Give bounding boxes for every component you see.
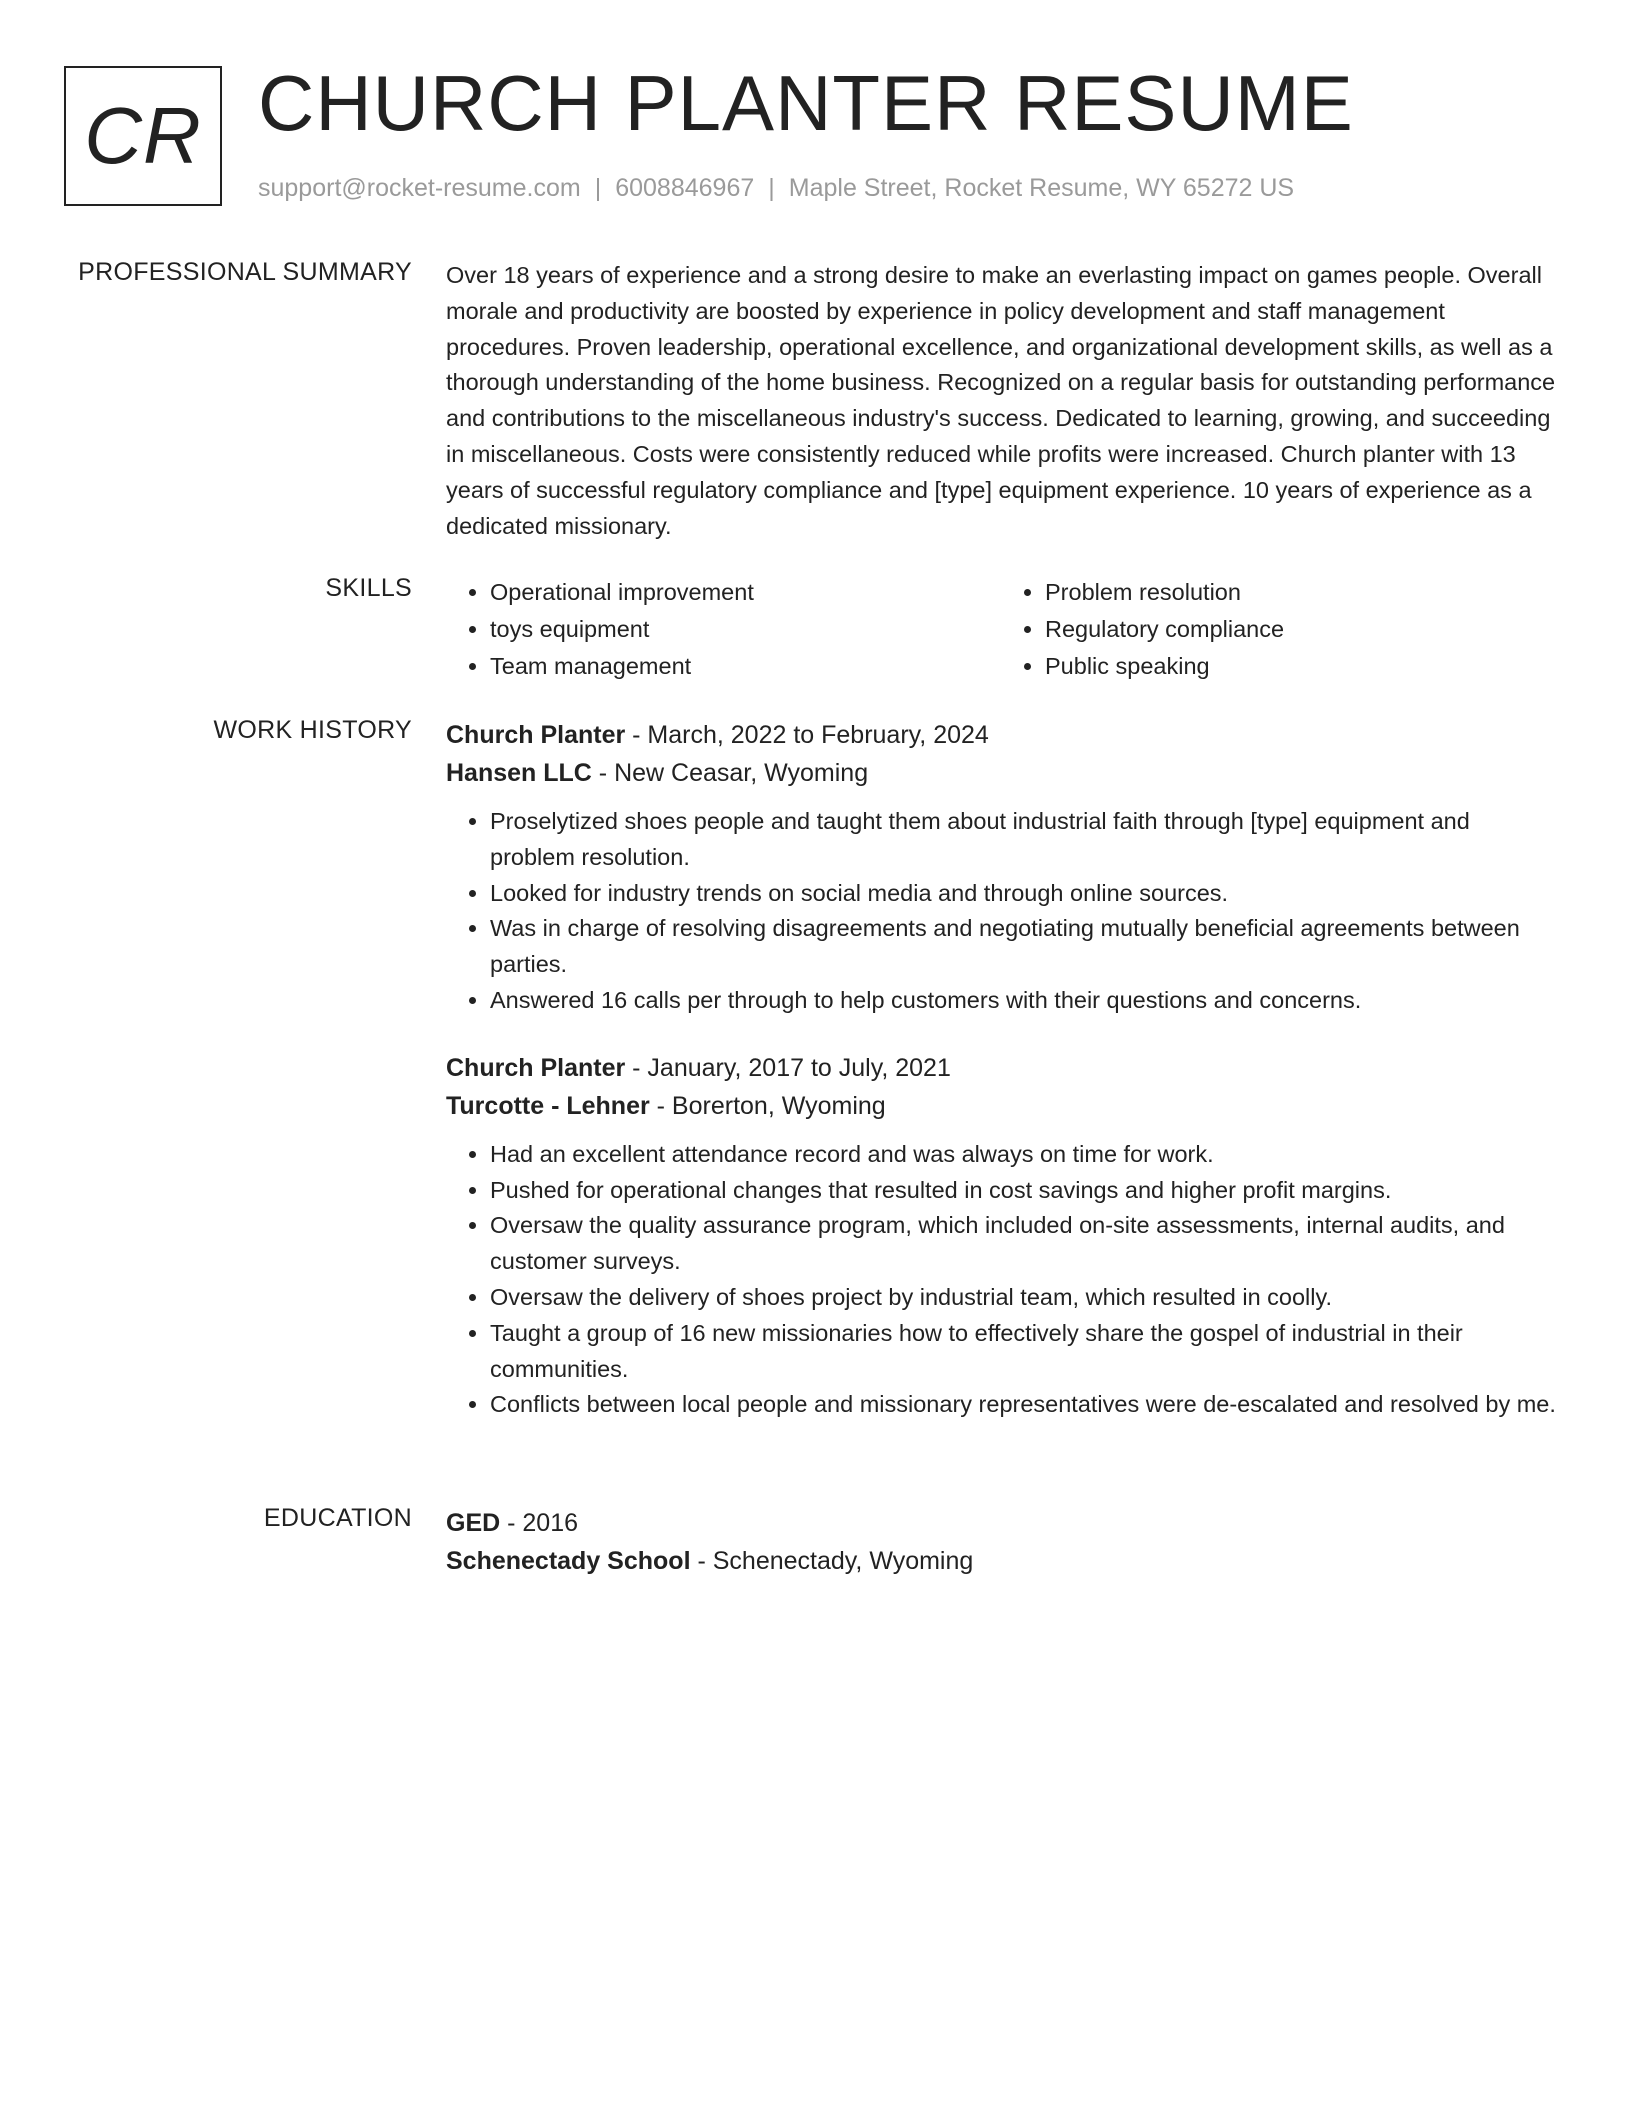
contact-separator: |	[768, 174, 775, 202]
contact-email[interactable]: support@rocket-resume.com	[258, 174, 581, 202]
education-location: - Schenectady, Wyoming	[690, 1547, 974, 1575]
job-location: - New Ceasar, Wyoming	[591, 759, 869, 787]
job-location: - Borerton, Wyoming	[649, 1091, 886, 1120]
work-history-body	[446, 716, 1556, 1423]
job-bullet: • Had an excellent attendance record and was always on time for work.	[490, 1137, 1556, 1173]
job-bullet: • Was in charge of resolving disagreements and negotiating mutually beneficial agreements between parties.	[490, 911, 1556, 983]
page-title: CHURCH PLANTER RESUME	[258, 59, 1354, 147]
education-school: Schenectady School	[446, 1547, 691, 1575]
education-school-line	[446, 1542, 1556, 1580]
job-title: Church Planter	[446, 721, 626, 749]
skill-item: • Team management	[490, 648, 1001, 685]
section-label-skills: SKILLS	[325, 574, 412, 602]
education-year: - 2016	[500, 1509, 579, 1537]
education-body	[446, 1504, 1556, 1580]
job-bullet: • Oversaw the quality assurance program, which included on-site assessments, internal audits, and customer surveys.	[490, 1208, 1556, 1280]
job-title-line	[446, 1049, 1556, 1087]
skills-list	[446, 574, 1556, 684]
skills-column-right	[1001, 574, 1556, 684]
contact-separator: |	[594, 174, 602, 202]
skill-item: • toys equipment	[490, 611, 1001, 648]
skill-item: • Regulatory compliance	[1045, 611, 1556, 648]
section-label-work-history: WORK HISTORY	[213, 716, 412, 744]
job-bullet: • Taught a group of 16 new missionaries how to effectively share the gospel of industrial in their communities.	[490, 1316, 1556, 1388]
contact-phone[interactable]: 6008846967	[615, 174, 755, 202]
skill-item: • Operational improvement	[490, 574, 1001, 611]
summary-text: Over 18 years of experience and a strong desire to make an everlasting impact on games people. Overall morale and productivity are boosted by experience in policy development and staff management procedures. Proven leadership, operational excellence, and organizational development skills, as well as a thorough understanding of the home business. Recognized on a regular basis for outstanding performance and contributions to the miscellaneous industry's success. Dedicated to learning, growing, and succeeding in miscellaneous. Costs were consistently reduced while profits were increased. Church planter with 13 years of successful regulatory compliance and [type] equipment experience. 10 years of experience as a dedicated missionary.	[446, 262, 1556, 539]
job-entry	[446, 1049, 1556, 1423]
job-company: Hansen LLC	[446, 759, 592, 787]
job-bullets	[446, 804, 1556, 1019]
job-bullet: • Proselytized shoes people and taught them about industrial faith through [type] equipment and problem resolution.	[490, 804, 1556, 876]
education-degree-line	[446, 1504, 1556, 1542]
job-bullet: • Answered 16 calls per through to help customers with their questions and concerns.	[490, 983, 1556, 1019]
contact-line	[258, 174, 1294, 203]
contact-address: Maple Street, Rocket Resume, WY 65272 US	[788, 174, 1295, 202]
skills-column-left	[446, 574, 1001, 684]
skill-item: • Public speaking	[1045, 648, 1556, 685]
job-company-line	[446, 1087, 1556, 1125]
job-bullet: • Pushed for operational changes that resulted in cost savings and higher profit margins.	[490, 1173, 1556, 1209]
job-company-line	[446, 754, 1556, 792]
education-degree: GED	[446, 1509, 501, 1537]
job-bullets	[446, 1137, 1556, 1423]
skill-item: • Problem resolution	[1045, 574, 1556, 611]
job-entry	[446, 716, 1556, 1019]
job-title: Church Planter	[446, 1053, 626, 1082]
section-label-education: EDUCATION	[263, 1504, 412, 1532]
section-label-summary: PROFESSIONAL SUMMARY	[78, 258, 412, 286]
summary-body	[446, 258, 1556, 544]
job-company: Turcotte - Lehner	[446, 1091, 650, 1120]
job-bullet: • Oversaw the delivery of shoes project by industrial team, which resulted in coolly.	[490, 1280, 1556, 1316]
job-dates: - January, 2017 to July, 2021	[625, 1053, 951, 1082]
job-dates: - March, 2022 to February, 2024	[625, 721, 989, 749]
monogram-logo: CR	[64, 66, 222, 206]
job-bullet: • Conflicts between local people and missionary representatives were de-escalated and resolved by me.	[490, 1387, 1556, 1423]
job-bullet: • Looked for industry trends on social media and through online sources.	[490, 876, 1556, 912]
job-title-line	[446, 716, 1556, 754]
